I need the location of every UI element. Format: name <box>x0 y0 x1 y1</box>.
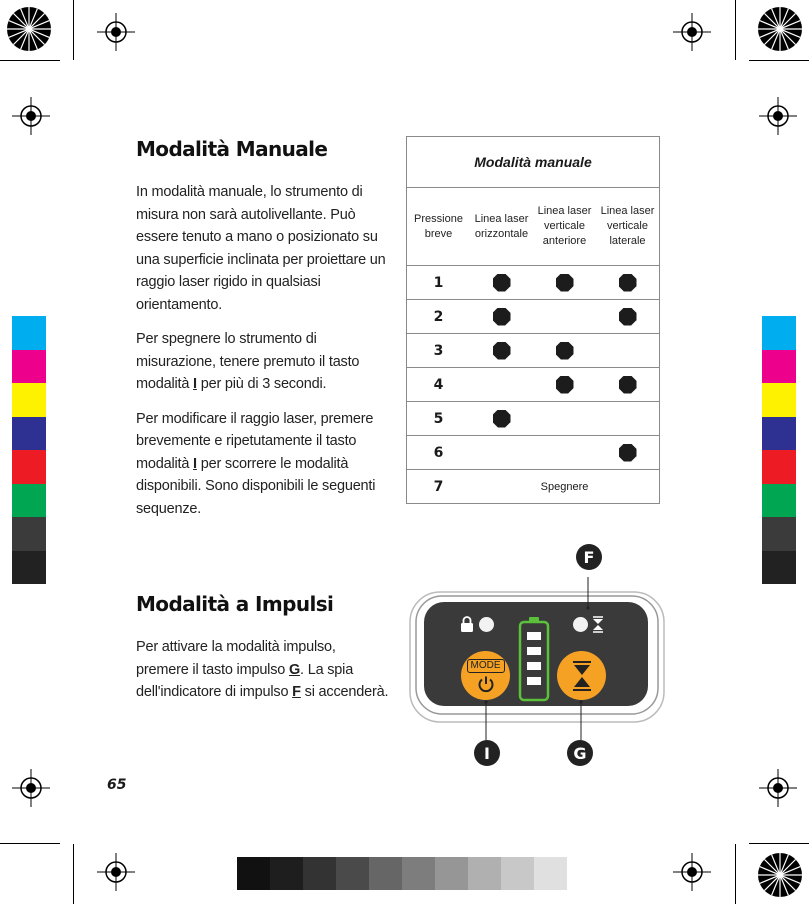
laser-cell-vs <box>596 274 659 292</box>
mode-table <box>406 136 660 504</box>
press-count: 3 <box>433 342 444 359</box>
gray-swatch <box>501 857 534 890</box>
color-swatch <box>12 417 46 451</box>
laser-on-marker-icon <box>493 274 511 292</box>
mode-table-row <box>407 368 659 402</box>
laser-on-marker-icon <box>493 410 511 428</box>
starburst-target-icon <box>757 6 803 52</box>
crop-mark <box>0 843 60 844</box>
press-count: 7 <box>433 479 444 495</box>
mode-table-row <box>407 436 659 470</box>
laser-on-marker-icon <box>619 274 637 292</box>
pulse-paragraph <box>136 636 391 704</box>
manual-paragraph-1: In modalità manuale, lo strumento di misura non sarà autolivellante. Può essere tenuto a mano o posizionato su una superficie inclinata per proiettare un raggio laser rigido in qualsiasi orientamento. <box>136 184 386 313</box>
color-bar-right <box>762 316 796 584</box>
laser-on-marker-icon <box>556 342 574 360</box>
mode-table-row <box>407 470 659 504</box>
key-reference: G <box>288 661 301 678</box>
laser-cell-vf <box>533 274 596 292</box>
color-swatch <box>762 484 796 518</box>
callout-i-label: I <box>484 743 490 763</box>
battery-icon <box>518 616 550 702</box>
laser-on-marker-icon <box>493 342 511 360</box>
crop-mark <box>749 60 809 61</box>
laser-cell-h <box>470 274 533 292</box>
gray-swatch <box>534 857 567 890</box>
press-count: 5 <box>433 410 444 427</box>
registration-mark-icon <box>759 769 797 807</box>
mode-table-title: Modalità manuale <box>407 137 659 188</box>
starburst-target-icon <box>6 6 52 52</box>
laser-cell-h <box>470 342 533 360</box>
registration-mark-icon <box>673 853 711 891</box>
mode-button[interactable] <box>461 651 510 700</box>
text-span: . La spia dell'indicatore di impulso <box>136 661 354 700</box>
press-count: 6 <box>433 444 444 461</box>
color-swatch <box>762 517 796 551</box>
manual-section <box>136 137 396 532</box>
gray-swatch <box>237 857 270 890</box>
laser-cell-h <box>470 308 533 326</box>
mode-table-header <box>407 188 659 266</box>
gray-swatch <box>270 857 303 890</box>
mode-button-label: MODE <box>467 659 505 673</box>
starburst-target-icon <box>757 852 803 898</box>
laser-cell-vs <box>596 376 659 394</box>
text-span: Per modificare il raggio laser, premere brevemente e ripetutamente il tasto modalità <box>136 410 374 472</box>
laser-on-marker-icon <box>556 274 574 292</box>
gray-swatch <box>369 857 402 890</box>
gray-bar <box>237 857 567 890</box>
header-cell: Linea laser verticale anteriore <box>537 205 592 247</box>
color-swatch <box>762 551 796 585</box>
mode-table-row <box>407 402 659 436</box>
text-span: per scorrere le modalità disponibili. Sono disponibili le seguenti sequenze. <box>136 455 376 517</box>
laser-on-marker-icon <box>556 376 574 394</box>
laser-on-marker-icon <box>493 308 511 326</box>
registration-mark-icon <box>12 769 50 807</box>
gray-swatch <box>435 857 468 890</box>
laser-cell-vf <box>533 376 596 394</box>
registration-mark-icon <box>97 853 135 891</box>
crop-mark <box>749 843 809 844</box>
color-swatch <box>12 383 46 417</box>
mode-table-row <box>407 266 659 300</box>
callout-g <box>567 740 593 766</box>
pulse-section <box>136 592 396 716</box>
callout-i <box>474 740 500 766</box>
laser-cell-vs <box>596 308 659 326</box>
pulse-button[interactable] <box>557 651 606 700</box>
manual-paragraph-2 <box>136 328 391 396</box>
laser-on-marker-icon <box>619 308 637 326</box>
crop-mark <box>73 844 74 904</box>
laser-cell-vs <box>596 444 659 462</box>
color-swatch <box>12 316 46 350</box>
text-span: si accenderà. <box>300 684 389 700</box>
registration-mark-icon <box>673 13 711 51</box>
header-cell: Linea laser orizzontale <box>474 212 529 240</box>
gray-swatch <box>336 857 369 890</box>
power-icon <box>477 675 495 693</box>
color-swatch <box>762 383 796 417</box>
registration-mark-icon <box>12 97 50 135</box>
control-panel-illustration <box>406 540 668 770</box>
press-count: 4 <box>433 376 444 393</box>
lock-indicator-light <box>479 617 494 632</box>
crop-mark <box>0 60 60 61</box>
pulse-button-icon <box>572 661 592 691</box>
color-swatch <box>762 417 796 451</box>
manual-paragraph-3 <box>136 408 391 521</box>
callout-f-label: F <box>583 547 595 567</box>
laser-cell-h <box>470 410 533 428</box>
registration-mark-icon <box>759 97 797 135</box>
mode-table-row <box>407 300 659 334</box>
manual-heading: Modalità Manuale <box>136 137 328 161</box>
registration-mark-icon <box>97 13 135 51</box>
page-number: 65 <box>107 777 127 793</box>
header-cell: Linea laser verticale laterale <box>600 205 655 247</box>
color-swatch <box>762 316 796 350</box>
key-reference: I <box>193 455 197 472</box>
gray-swatch <box>402 857 435 890</box>
color-swatch <box>12 517 46 551</box>
color-swatch <box>12 551 46 585</box>
laser-on-marker-icon <box>619 444 637 462</box>
color-swatch <box>12 450 46 484</box>
crop-mark <box>73 0 74 60</box>
pulse-icon <box>592 616 604 633</box>
laser-on-marker-icon <box>619 376 637 394</box>
gray-swatch <box>303 857 336 890</box>
key-reference: I <box>193 376 197 392</box>
laser-cell-vf <box>533 342 596 360</box>
color-bar-left <box>12 316 46 584</box>
key-reference: F <box>292 684 301 700</box>
lock-icon <box>460 616 474 632</box>
callout-f <box>576 544 602 570</box>
header-cell: Pressione breve <box>414 212 463 240</box>
text-span: Per attivare la modalità impulso, premere il tasto impulso <box>136 639 336 678</box>
mode-table-row <box>407 334 659 368</box>
color-swatch <box>12 350 46 384</box>
crop-mark <box>735 0 736 60</box>
press-count: 1 <box>433 274 444 291</box>
color-swatch <box>12 484 46 518</box>
mode-table-body <box>407 266 659 504</box>
press-count: 2 <box>433 308 444 325</box>
pulse-heading: Modalità a Impulsi <box>136 592 334 616</box>
gray-swatch <box>468 857 501 890</box>
color-swatch <box>762 450 796 484</box>
pulse-indicator-light <box>573 617 588 632</box>
power-off-label: Spegnere <box>540 481 589 493</box>
callout-g-label: G <box>573 743 587 763</box>
color-swatch <box>762 350 796 384</box>
text-span: per più di 3 secondi. <box>196 376 327 392</box>
crop-mark <box>735 844 736 904</box>
text-span: Per spegnere lo strumento di misurazione, tenere premuto il tasto modalità <box>136 331 360 392</box>
